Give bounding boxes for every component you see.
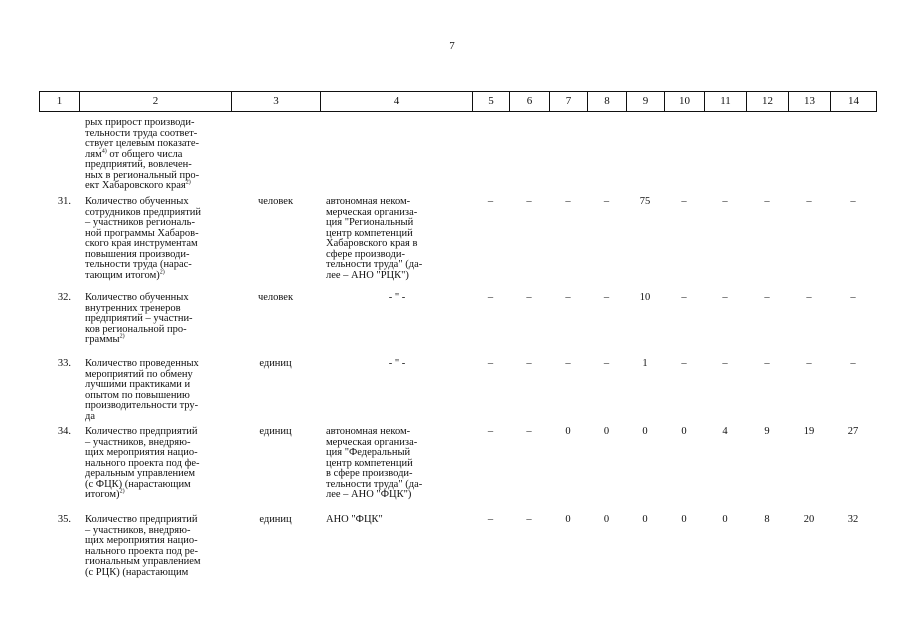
- value-cell: –: [806, 292, 812, 303]
- value-cell: [626, 118, 664, 197]
- value-cell: 0: [565, 426, 571, 437]
- value-cell: –: [806, 358, 812, 369]
- value-cell: 0: [681, 426, 687, 437]
- footnote-mark: 2): [185, 179, 191, 186]
- row-number: 32.: [57, 292, 71, 303]
- value-cell: –: [850, 292, 856, 303]
- value-cell: –: [722, 196, 728, 207]
- header-cell: 4: [321, 92, 473, 112]
- indicator-name: [79, 427, 231, 515]
- value-cell: [788, 118, 830, 197]
- value-cell: –: [764, 292, 770, 303]
- value-cell: –: [526, 358, 532, 369]
- executor-cell: автономная неком- мерческая организа- ция "Региональный центр компетенций Хабаровского края в сфере производи- тельности труда" (да- лее – АНО "РЦК"): [326, 196, 423, 281]
- value-cell: 0: [642, 514, 648, 525]
- value-cell: –: [603, 358, 610, 369]
- indicator-name-text: Количество обученных внутренних тренеров предприятий – участни- ков региональной про- граммы: [85, 292, 193, 345]
- value-cell: 9: [764, 426, 770, 437]
- footnote-mark: 2): [159, 269, 165, 275]
- unit-cell: единиц: [259, 358, 292, 369]
- value-cell: [509, 118, 549, 197]
- indicator-name: Количество проведенных мероприятий по обмену лучшими практиками и опытом по повышению производительности тру- да: [85, 358, 199, 422]
- column-number-header: [39, 91, 877, 112]
- unit-cell: единиц: [259, 514, 292, 525]
- value-cell: [704, 118, 746, 197]
- row-number: 35.: [57, 514, 71, 525]
- value-cell: 8: [764, 514, 770, 525]
- value-cell: –: [565, 358, 571, 369]
- value-cell: –: [565, 196, 571, 207]
- row-number: 33.: [57, 358, 71, 369]
- value-cell: 0: [603, 514, 610, 525]
- value-cell: –: [681, 196, 687, 207]
- value-cell: –: [603, 292, 610, 303]
- value-cell: –: [850, 196, 856, 207]
- value-cell: –: [681, 292, 687, 303]
- footnote-mark: 2): [119, 333, 125, 340]
- header-cell: 3: [232, 92, 321, 112]
- header-cell: 12: [747, 92, 789, 112]
- header-cell: 6: [510, 92, 550, 112]
- value-cell: 0: [722, 514, 728, 525]
- table-row: [39, 359, 876, 427]
- value-cell: 4: [722, 426, 728, 437]
- value-cell: –: [722, 358, 728, 369]
- executor-cell: [320, 118, 472, 197]
- value-cell: 0: [681, 514, 687, 525]
- header-row: [40, 92, 877, 112]
- value-cell: 1: [642, 358, 648, 369]
- value-cell: 0: [642, 426, 648, 437]
- value-cell: –: [850, 358, 856, 369]
- value-cell: [830, 118, 876, 197]
- value-cell: –: [722, 292, 728, 303]
- value-cell: [549, 118, 587, 197]
- table-row: [39, 427, 876, 515]
- indicator-name: [79, 118, 231, 197]
- value-cell: –: [526, 292, 532, 303]
- indicator-name: [79, 293, 231, 359]
- table-row: [39, 293, 876, 359]
- value-cell: –: [487, 514, 494, 525]
- value-cell: [664, 118, 704, 197]
- indicator-name-text: Количество обученных сотрудников предприятий – участников региональ- ной программы Хабаров- ского края инструментам повышения производи- тельности труда (нарас- тающим итогом): [85, 196, 202, 281]
- table-row: [39, 118, 876, 197]
- value-cell: [746, 118, 788, 197]
- footnote-mark: 2): [119, 488, 125, 495]
- executor-cell: АНО "ФЦК": [326, 514, 383, 525]
- executor-cell: - " -: [388, 292, 406, 303]
- header-cell: 2: [80, 92, 232, 112]
- header-cell: 14: [831, 92, 877, 112]
- value-cell: 0: [565, 514, 571, 525]
- value-cell: 20: [803, 514, 815, 525]
- table-row: [39, 197, 876, 293]
- row-number: [39, 118, 79, 197]
- value-cell: –: [603, 196, 610, 207]
- value-cell: 19: [803, 426, 815, 437]
- value-cell: –: [487, 196, 494, 207]
- value-cell: 75: [639, 196, 651, 207]
- indicator-name-text: Количество предприятий – участников, внедряю- щих мероприятия нацио- нального проекта под фе- деральным управлением (с ФЦК) (нарастающим итогом): [85, 426, 200, 500]
- value-cell: –: [526, 514, 532, 525]
- indicator-name-text: рых прирост производи- тельности труда соответ- ствует целевым показате- лям: [85, 117, 200, 160]
- header-cell: 5: [473, 92, 510, 112]
- value-cell: –: [565, 292, 571, 303]
- header-cell: 11: [705, 92, 747, 112]
- value-cell: –: [764, 358, 770, 369]
- header-cell: 10: [665, 92, 705, 112]
- value-cell: –: [487, 358, 494, 369]
- unit-cell: человек: [257, 196, 294, 207]
- header-cell: 13: [789, 92, 831, 112]
- indicators-table: [39, 118, 876, 585]
- value-cell: –: [764, 196, 770, 207]
- value-cell: –: [487, 426, 494, 437]
- indicator-name: Количество предприятий – участников, внедряю- щих мероприятия нацио- нального проекта под ре- гиональным управлением (с РЦК) (нарастающим: [85, 514, 201, 578]
- unit-cell: человек: [257, 292, 294, 303]
- value-cell: 0: [603, 426, 610, 437]
- value-cell: [472, 118, 509, 197]
- value-cell: –: [487, 292, 494, 303]
- table-row: [39, 515, 876, 585]
- executor-cell: - " -: [388, 358, 406, 369]
- indicator-name-continued: от общего числа предприятий, вовлечен- ных в региональный про- ект Хабаровского края: [85, 148, 200, 191]
- value-cell: –: [526, 196, 532, 207]
- value-cell: –: [681, 358, 687, 369]
- row-number: 31.: [57, 196, 71, 207]
- header-cell: 8: [588, 92, 627, 112]
- value-cell: –: [806, 196, 812, 207]
- value-cell: 32: [847, 514, 859, 525]
- value-cell: 27: [847, 426, 859, 437]
- row-number: 34.: [57, 426, 71, 437]
- executor-cell: автономная неком- мерческая организа- ция "Федеральный центр компетенций в сфере производи- тельности труда" (да- лее – АНО "ФЦК"): [326, 426, 423, 500]
- unit-cell: [231, 118, 320, 197]
- footnote-mark: 4): [101, 148, 107, 154]
- value-cell: 10: [639, 292, 651, 303]
- header-cell: 9: [627, 92, 665, 112]
- page-number: 7: [449, 40, 455, 52]
- unit-cell: единиц: [259, 426, 292, 437]
- value-cell: –: [526, 426, 532, 437]
- header-cell: 1: [40, 92, 80, 112]
- value-cell: [587, 118, 626, 197]
- header-cell: 7: [550, 92, 588, 112]
- indicator-name: [79, 197, 231, 293]
